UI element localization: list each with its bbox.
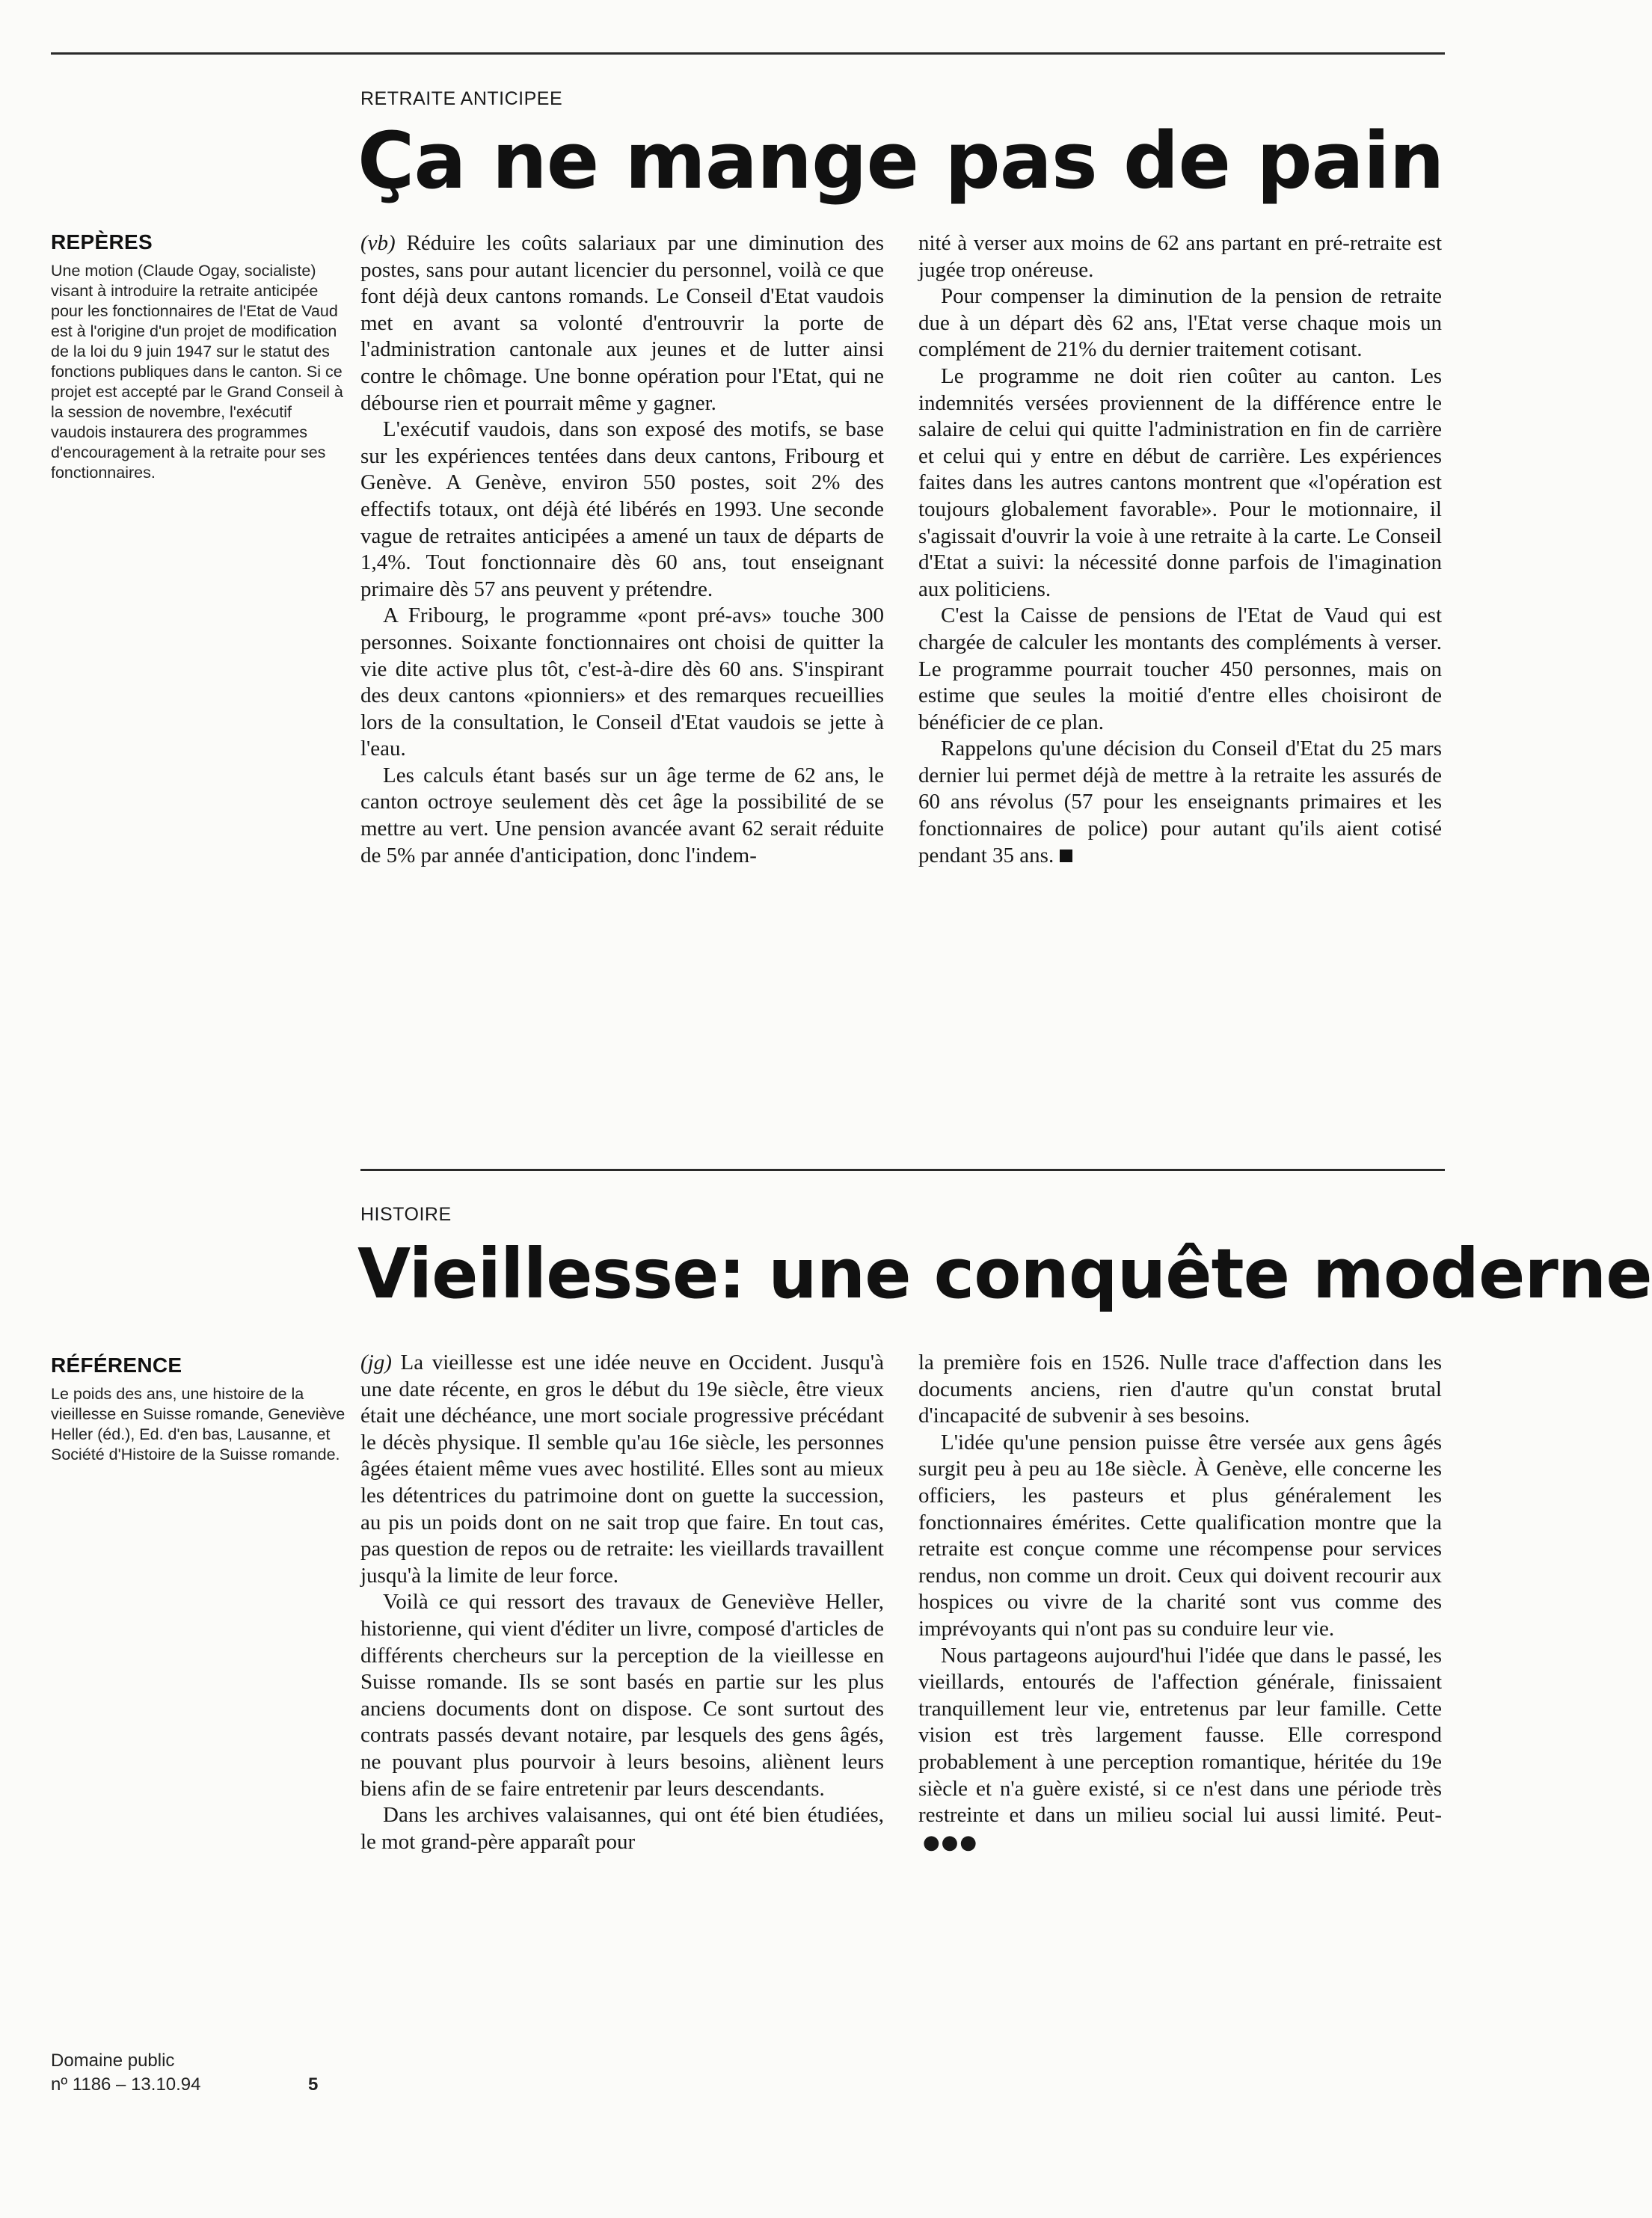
paragraph: la première fois en 1526. Nulle trace d'affection dans les documents anciens, rien d'autre qu'un constat brutal d'incapacité de subvenir à ses besoins. — [918, 1351, 1442, 1428]
paragraph: L'exécutif vaudois, dans son exposé des motifs, se base sur les expériences tentées dans deux cantons, Fribourg et Genève. A Genève, environ 550 postes, soit 2% des effectifs totaux, ont déjà été libérés en 1993. Une seconde vague de retraites anticipées a amené un taux de départs de 1,4%. Tout fonctionnaire dès 60 ans, tout enseignant primaire dès 57 ans peuvent y prétendre. — [360, 417, 884, 601]
article1-sidebar — [51, 232, 350, 483]
paragraph: C'est la Caisse de pensions de l'Etat de Vaud qui est chargée de calculer les montants des compléments à verser. Le programme pourrait toucher 450 personnes, mais on estime que seules la moitié d'entre elles choisiront de bénéficier de ce plan. — [918, 603, 1442, 734]
paragraph: (vb) Réduire les coûts salariaux par une diminution des postes, sans pour autant licencier du personnel, voilà ce que font déjà deux cantons romands. Le Conseil d'Etat vaudois met en avant sa volonté d'entrouvrir la porte de l'administration cantonale aux jeunes et de lutter ainsi contre le chômage. Une bonne opération pour l'Etat, qui ne débourse rien et pourrait même y gagner. — [360, 231, 885, 415]
paragraph: Rappelons qu'une décision du Conseil d'Etat du 25 mars dernier lui permet déjà de mettre à la retraite les assurés de 60 ans révolus (57 pour les enseignants primaires et les fonctionnaires de police) pour autant qu'ils aient cotisé pendant 35 ans. — [918, 737, 1442, 867]
article1-title: Ça ne mange pas de pain — [357, 115, 1444, 206]
article2-title: Vieillesse: une conquête moderne — [357, 1234, 1652, 1314]
publication-name: Domaine public — [51, 2050, 175, 2071]
article2-kicker: HISTOIRE — [360, 1204, 452, 1225]
top-rule — [51, 52, 1445, 55]
continued-marker: ●●● — [923, 1831, 979, 1854]
paragraph: Voilà ce qui ressort des travaux de Geneviève Heller, historienne, qui vient d'éditer un livre, composé d'articles de différents chercheurs sur la perception de la vieillesse en Suisse romande. Ils se sont basés en partie sur les plus anciens documents dont on dispose. Ce sont surtout des contrats passés devant notaire, par lesquels des gens âgés, ne pouvant plus pourvoir à leurs besoins, aliènent leurs biens afin de se faire entretenir par leurs descendants. — [360, 1590, 884, 1801]
paragraph: Le programme ne doit rien coûter au canton. Les indemnités versées proviennent de la différence entre le salaire de celui qui quitte l'administration en fin de carrière et celui qui y entre en début de carrière. Les expériences faites dans les autres cantons montrent que «l'opération est toujours globalement favorable». Pour le motionnaire, il s'agissait d'ouvrir la voie à une retraite à la carte. Le Conseil d'Etat a suivi: la nécessité donne parfois de l'imagination aux politiciens. — [918, 363, 1442, 601]
section-rule — [360, 1169, 1445, 1171]
article1-kicker: RETRAITE ANTICIPEE — [360, 88, 563, 109]
sidebar-heading: REPÈRES — [51, 230, 153, 254]
page-footer — [51, 2049, 335, 2097]
paragraph: Nous partageons aujourd'hui l'idée que dans le passé, les vieillards, entourés de l'affection générale, finissaient tranquillement leur vie, entretenus par leur famille. Cette vision est très largement fausse. Elle correspond probablement à une perception romantique, héritée du 19e siècle et n'a guère existé, si ce n'est dans une période très restreinte et dans un milieu social lui aussi limité. Peut-●●● — [918, 1643, 1442, 1854]
byline: (jg) — [360, 1351, 392, 1374]
paragraph: A Fribourg, le programme «pont pré-avs» touche 300 personnes. Soixante fonctionnaires ont choisi de quitter la vie dite active plus tôt, c'est-à-dire dès 60 ans. S'inspirant des deux cantons «pionniers» et des remarques recueillies lors de la consultation, le Conseil d'Etat vaudois se jette à l'eau. — [360, 603, 884, 761]
page-number: 5 — [308, 2074, 319, 2095]
end-mark-icon — [1060, 850, 1072, 862]
sidebar-heading: RÉFÉRENCE — [51, 1354, 182, 1377]
paragraph: Dans les archives valaisannes, qui ont été bien étudiées, le mot grand-père apparaît pour — [360, 1803, 884, 1854]
article1-column-2 — [918, 230, 1442, 869]
sidebar-text: Une motion (Claude Ogay, socialiste) visant à introduire la retraite anticipée pour les fonctionnaires de l'Etat de Vaud est à l'origine d'un projet de modification de la loi du 9 juin 1947 sur le statut des fonctions publiques dans le canton. Si ce projet est accepté par le Grand Conseil à la session de novembre, l'exécutif vaudois instaurera des programmes d'encouragement à la retraite pour ses fonctionnaires. — [51, 262, 343, 482]
byline: (vb) — [360, 231, 396, 255]
issue-info: nº 1186 – 13.10.94 — [51, 2074, 201, 2095]
article2-column-1 — [360, 1350, 884, 1855]
paragraph: nité à verser aux moins de 62 ans partant en pré-retraite est jugée trop onéreuse. — [918, 231, 1442, 282]
article2-column-2 — [918, 1350, 1442, 1856]
paragraph: Pour compenser la diminution de la pension de retraite due à un départ dès 62 ans, l'Etat verse chaque mois un complément de 21% du dernier traitement cotisant. — [918, 284, 1442, 362]
paragraph: L'idée qu'une pension puisse être versée aux gens âgés surgit peu à peu au 18e siècle. À Genève, elle concerne les officiers, les pasteurs et plus généralement les fonctionnaires émérites. Cette qualification montre que la retraite est conçue comme une récompense pour services rendus, non comme un droit. Ceux qui doivent recourir aux hospices ou vivre de la charité sont vus comme des imprévoyants qui n'ont pas su conduire leur vie. — [918, 1430, 1442, 1641]
paragraph: Les calculs étant basés sur un âge terme de 62 ans, le canton octroye seulement dès cet âge la possibilité de se mettre au vert. Une pension avancée avant 62 serait réduite de 5% par année d'anticipation, donc l'indem- — [360, 763, 884, 867]
sidebar-text: Le poids des ans, une histoire de la vieillesse en Suisse romande, Geneviève Heller (éd.), Ed. d'en bas, Lausanne, et Société d'Histoire de la Suisse romande. — [51, 1385, 346, 1463]
article2-sidebar — [51, 1355, 350, 1465]
article1-column-1 — [360, 230, 884, 869]
paragraph: (jg) La vieillesse est une idée neuve en Occident. Jusqu'à une date récente, en gros le début du 19e siècle, être vieux était une déchéance, une mort sociale progressive précédant le décès physique. Il semble qu'au 16e siècle, les personnes âgées étaient même vues avec hostilité. Elles sont au mieux les détentrices du patrimoine dont on guette la succession, au pis un poids dont on ne sait trop que faire. En tout cas, pas question de repos ou de retraite: les vieillards travaillent jusqu'à la limite de leur force. — [360, 1351, 885, 1588]
